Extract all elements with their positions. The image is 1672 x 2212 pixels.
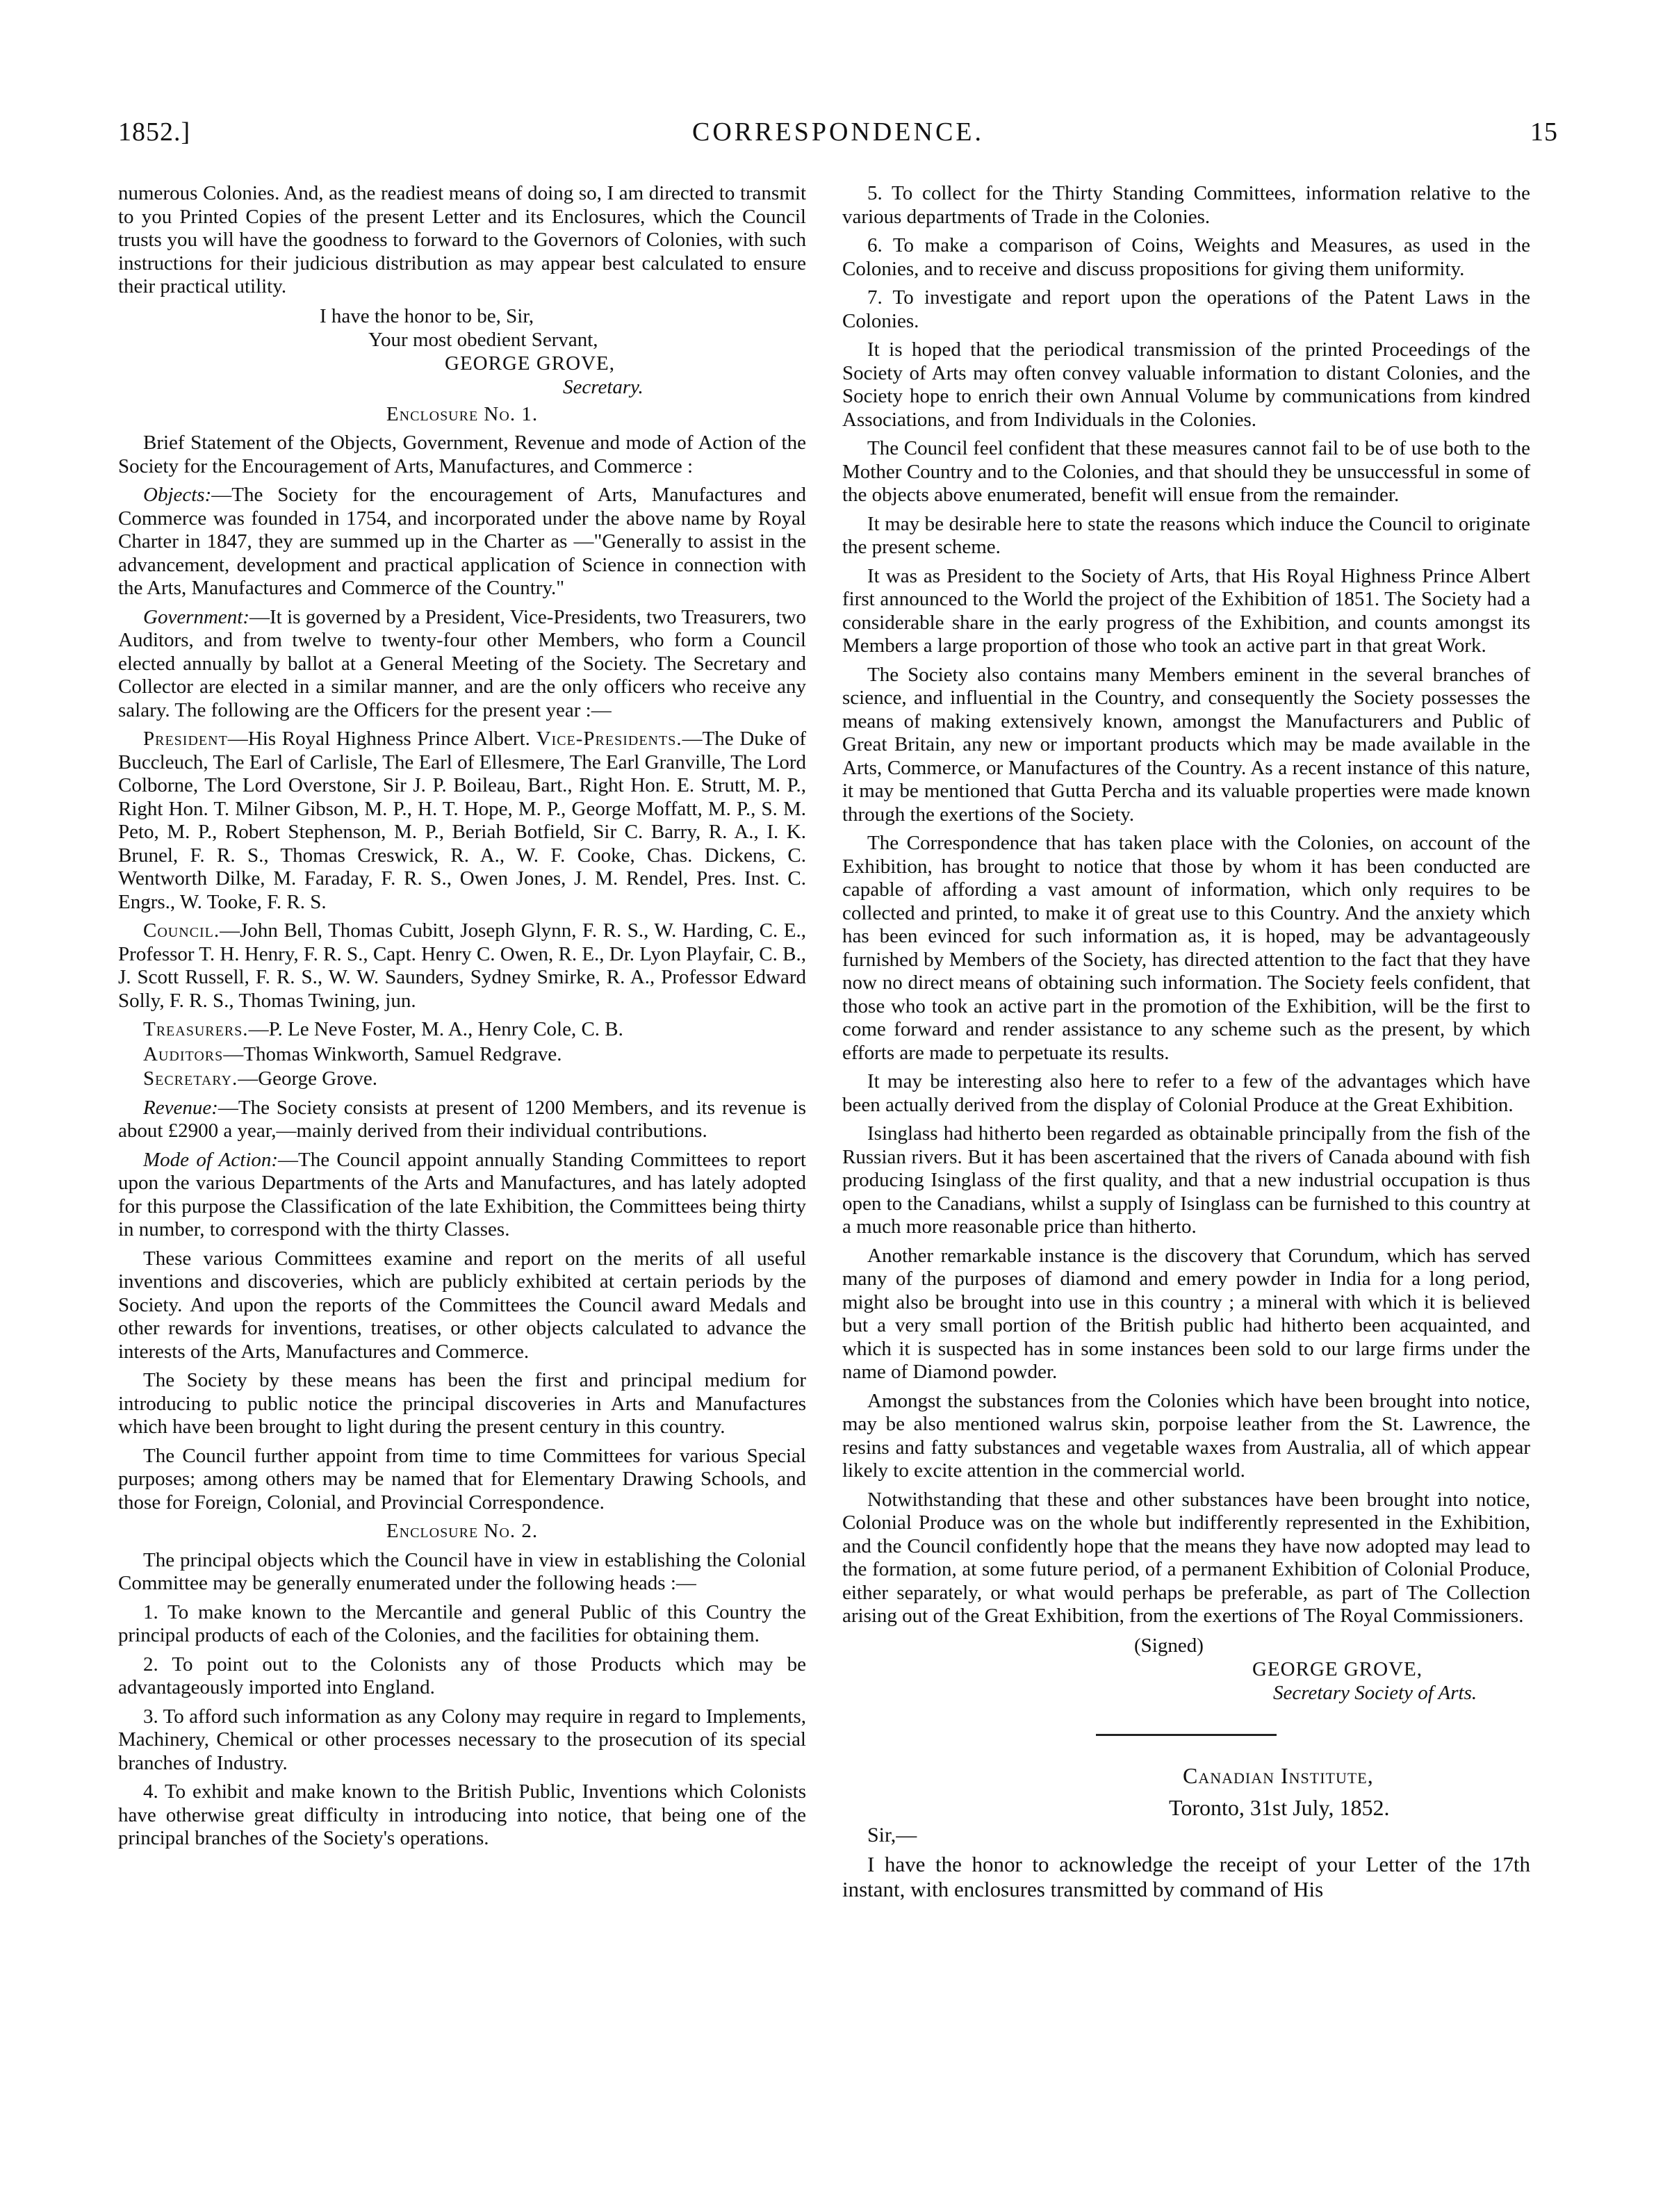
vice-presidents-text: —The Duke of Buccleuch, The Earl of Carlisle, The Earl of Ellesmere, The Earl Granville, The Lord Colborne, The Lord Overstone, Sir J. P. Boileau, Bart., Right Hon. E. Strutt, M. P., Right Hon. T. Milner Gibson, M. P., H. T. Hope, M. P., George Moffatt, M. P., S. M. Peto, M. P., Robert Stephenson, M. P., Beriah Botfield, Sir C. Barry, R. A., I. K. Brunel, F. R. S., Thomas Creswick, R. A., W. F. Cooke, Chas. Dickens, C. Wentworth Dilke, M. Faraday, F. R. S., Owen Jones, J. M. Rendel, Pres. Inst. C. Engrs., W. Tooke, F. R. S. [118,728,807,913]
president-label: President [143,728,228,750]
committees-paragraph: These various Committees examine and report on the merits of all useful inventions and discoveries, which are publicly exhibited at certain periods by the Society. And upon the reports of the Committees the Council award Medals and other rewards for inventions, treatises, or other objects calculated to advance the interests of the Arts, Manufactures and Commerce. [118,1247,806,1363]
auditors-label: Auditors [143,1042,224,1065]
secretary-text: —George Grove. [238,1067,378,1090]
officers-paragraph [118,728,806,914]
enclosure-1-intro: Brief Statement of the Objects, Government, Revenue and mode of Action of the Society for the Encouragement of Arts, Manufactures, and Commerce : [118,432,806,477]
council-text: —John Bell, Thomas Cubitt, Joseph Glynn, F. R. S., W. Harding, C. E., Professor T. H. Henry, F. R. S., Capt. Henry C. Owen, R. E., Dr. Lyon Playfair, C. B., J. Scott Russell, F. R. S., W. W. Saunders, Sydney Smirke, R. A., Professor Edward Solly, F. R. S., Thomas Twining, jun. [118,919,806,1012]
place-date: Toronto, 31st July, 1852. [1169,1794,1390,1820]
enclosure-2-intro: The principal objects which the Council have in view in establishing the Colonial Committee may be generally enumerated under the following heads :— [118,1548,806,1594]
object-item-5: 5. To collect for the Thirty Standing Committees, information relative to the various departments of Trade in the Colonies. [842,182,1530,228]
signature-block [842,1634,1530,1705]
secretary-line [118,1067,806,1091]
treasurers-line [118,1018,806,1042]
reasons-paragraph: It may be desirable here to state the reasons which induce the Council to originate the present scheme. [842,512,1530,558]
council-label: Council. [143,919,220,942]
closing-line-2: Your most obedient Servant, [368,328,598,351]
institute-name: Canadian Institute, [1183,1762,1374,1788]
signer-title: Secretary Society of Arts. [1273,1681,1477,1704]
substances-paragraph: Amongst the substances from the Colonies which have been brought into notice, may be also mentioned walrus skin, porpoise leather from the St. Lawrence, the resins and fatty substances and vegetable waxes from Australia, all of which appear likely to excite attention in the commercial world. [842,1389,1530,1482]
signer-name: GEORGE GROVE, [445,352,615,375]
closing-line-1: I have the honor to be, Sir, [320,304,534,327]
secretary-label: Secretary. [143,1067,238,1090]
letter-opening-paragraph: numerous Colonies. And, as the readiest means of doing so, I am directed to transmit to you Printed Copies of the present Letter and its Enclosures, which the Council trusts you will have the goodness to forward to the Governors of Colonies, with such instructions for their judicious distribution as may appear best calculated to ensure their practical utility. [118,182,806,297]
government-text: —It is governed by a President, Vice-Presidents, two Treasurers, two Auditors, and from twelve to twenty-four other Members, who form a Council elected annually by ballot at a General Meeting of the Society. The Secretary and Collector are elected in a similar manner, and are the only officers who receive any salary. The following are the Officers for the present year :— [118,605,806,721]
government-paragraph [118,606,806,723]
objects-text: —The Society for the encouragement of Arts, Manufactures and Commerce was founded in 1754, and incorporated under the above name by Royal Charter in 1847, they are summed up in the Charter as —"Generally to assist in the advancement, development and practical application of Science in connection with the Arts, Manufactures and Commerce of the Country." [118,484,806,599]
interesting-paragraph: It may be interesting also here to refer to a few of the advantages which have been actually derived from the display of Colonial Produce at the Great Exhibition. [842,1070,1530,1116]
medium-paragraph: The Society by these means has been the first and principal medium for introducing to public notice the principal discoveries in Arts and Manufactures which have been brought to light during the present century in this country. [118,1369,806,1438]
revenue-text: —The Society consists at present of 1200 Members, and its revenue is about £2900 a year,—mainly derived from their individual contributions. [118,1096,806,1142]
confident-paragraph: The Council feel confident that these measures cannot fail to be of use both to the Mother Country and to the Colonies, and that should they be unsuccessful in some of the objects above enumerated, benefit will ensue from the remainder. [842,437,1530,506]
object-item-6: 6. To make a comparison of Coins, Weights and Measures, as used in the Colonies, and to receive and discuss propositions for giving them uniformity. [842,234,1530,280]
vice-presidents-label: Vice-Presidents. [536,728,682,750]
mode-of-action-label: Mode of Action: [143,1148,279,1171]
special-committees-paragraph: The Council further appoint from time to time Committees for various Special purposes; among others may be named that for Elementary Drawing Schools, and those for Foreign, Colonial, and Provincial Correspondence. [118,1444,806,1514]
hoped-paragraph: It is hoped that the periodical transmission of the printed Proceedings of the Society of Arts may often convey valuable information to distant Colonies, and the Society hope to enrich their own Annual Volume by communications from kindred Associations, and from Individuals in the Colonies. [842,338,1530,431]
objects-paragraph [118,484,806,600]
right-column [842,182,1530,1908]
signer-title: Secretary. [563,375,644,398]
object-item-4: 4. To exhibit and make known to the British Public, Inventions which Colonists have otherwise great difficulty in introducing into notice, that being one of the principal branches of the Society's operations. [118,1780,806,1849]
object-item-1: 1. To make known to the Mercantile and general Public of this Country the principal products of each of the Colonies, and the facilities for obtaining them. [118,1600,806,1646]
revenue-paragraph [118,1097,806,1143]
running-header [118,117,1558,153]
auditors-text: —Thomas Winkworth, Samuel Redgrave. [223,1042,562,1065]
object-item-2: 2. To point out to the Colonists any of those Products which may be advantageously imported into England. [118,1653,806,1698]
treasurers-text: —P. Le Neve Foster, M. A., Henry Cole, C. B. [248,1018,623,1040]
letter-heading [1169,1760,1530,1824]
object-item-7: 7. To investigate and report upon the operations of the Patent Laws in the Colonies. [842,286,1530,332]
corundum-paragraph: Another remarkable instance is the discovery that Corundum, which has served many of the purposes of diamond and emery powder in India for a long period, might also be brought into use in this country ; a mineral with which it is believed but a very small portion of the British public had hitherto been acquainted, and which it is suspected has in some instances been sold to our large firms under the name of Diamond powder. [842,1244,1530,1383]
mode-of-action-paragraph [118,1149,806,1242]
president-text: —His Royal Highness Prince Albert. [227,728,530,750]
correspondence-paragraph: The Correspondence that has taken place with the Colonies, on account of the Exhibition, has brought to notice that those by whom it has been conducted are capable of affording a vast amount of information, which only requires to be collected and printed, to make it of great use to this Country. And the anxiety which has been evinced for such information as, it is hoped, may be advantageously furnished by Members of the Society, has directed attention to the fact that they have now no direct means of obtaining such information. The Society feels confident, that those who took an active part in the promotion of the Exhibition, will be the first to come forward and render assistance to any scheme such as the present, by which efforts are made to perpetuate its results. [842,832,1530,1064]
left-column [118,182,806,1856]
enclosure-2-heading: Enclosure No. 2. [386,1520,539,1542]
object-item-3: 3. To afford such information as any Colony may require in regard to Implements, Machinery, Chemical or other processes necessary to the prosecution of its special branches of Industry. [118,1705,806,1774]
isinglass-paragraph: Isinglass had hitherto been regarded as obtainable principally from the fish of the Russian rivers. But it has been ascertained that the rivers of Canada abound with fish producing Isinglass of the first quality, and that a new industrial occupation is thus open to the Canadians, whilst a supply of Isinglass can be furnished to this country at a much more reasonable price than hitherto. [842,1122,1530,1238]
treasurers-label: Treasurers. [143,1018,249,1040]
salutation: Sir,— [867,1823,917,1846]
auditors-line [118,1043,806,1067]
letter-start-paragraph: I have the honor to acknowledge the receipt of your Letter of the 17th instant, with enclosures transmitted by command of His [842,1852,1530,1901]
members-paragraph: The Society also contains many Members eminent in the several branches of science, and influential in the Country, and consequently the Society possesses the means of making extensively known, amongst the Manufacturers and Public of Great Britain, any new or important products which may be made available in the Arts, Commerce, or Manufactures of the Country. As a recent instance of this nature, it may be mentioned that Gutta Percha and its valuable properties were made known through the exertions of the Society. [842,663,1530,826]
signer-name: GEORGE GROVE, [1252,1657,1423,1680]
header-year: 1852.] [118,117,191,147]
enclosure-1-heading: Enclosure No. 1. [386,402,539,425]
council-paragraph [118,919,806,1013]
section-divider [1096,1734,1277,1736]
letter-closing [118,304,806,399]
objects-label: Objects: [143,484,212,506]
notwithstanding-paragraph: Notwithstanding that these and other substances have been brought into notice, Colonial Produce was on the whole but indifferently represented in the Exhibition, and the Council confidently hope that the means they have now adopted may lead to the formation, at some future period, of a permanent Exhibition of Colonial Produce, either separately, or what would perhaps be preferable, as part of The Collection arising out of the Great Exhibition, from the exertions of The Royal Commissioners. [842,1488,1530,1627]
page-number: 15 [1530,117,1558,147]
mode-of-action-text: —The Council appoint annually Standing Committees to report upon the various Departments of the Arts and Manufactures, and has lately adopted for this purpose the Classification of the late Exhibition, the Committees being thirty in number, to correspond with the thirty Classes. [118,1148,806,1240]
signed-label: (Signed) [1134,1634,1204,1657]
revenue-label: Revenue: [143,1096,218,1119]
president-paragraph: It was as President to the Society of Arts, that His Royal Highness Prince Albert first announced to the World the project of the Exhibition of 1851. The Society had a considerable share in the early progress of the Exhibition, and counts amongst its Members a large proportion of those who took an active part in that great Work. [842,564,1530,657]
government-label: Government: [143,605,250,628]
header-title: CORRESPONDENCE. [692,117,984,147]
